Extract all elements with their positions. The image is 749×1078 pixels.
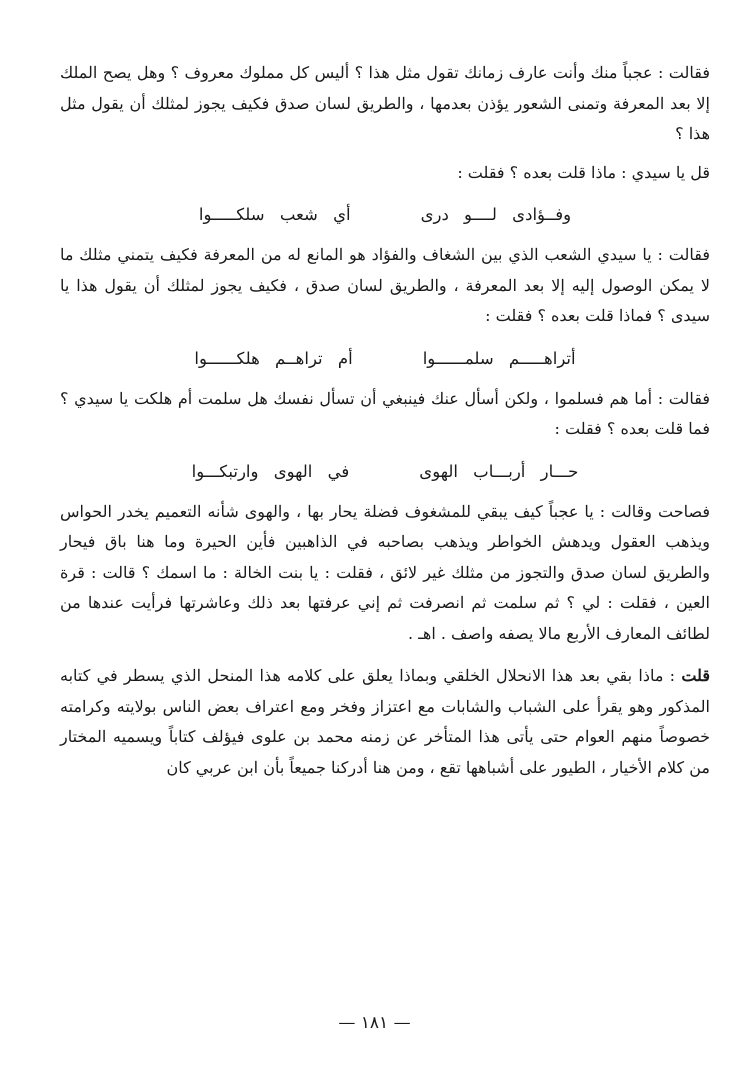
verse-3-right-hemistich: حـــار أربـــاب الهوى [419,461,579,481]
verse-1 [60,200,710,230]
page-body [60,58,710,783]
paragraph-6 [60,661,710,783]
page-number: — ١٨١ — [338,1013,411,1033]
paragraph-2: قل يا سيدي : ماذا قلت بعده ؟ فقلت : [457,162,710,182]
verse-2 [60,344,710,374]
verse-1-right-hemistich: وفــؤادى لــــو درى [420,205,572,224]
paragraph-1: فقالت : عجباً منك وأنت عارف زمانك تقول مثل هذا ؟ أليس كل مملوك معروف ؟ وهل يصح الملك إلا بعد المعرفة وتمنى الشعور يؤذن بعدمها ، والطريق لسان صدق فكيف يجوز لمثلك أن يقول مثل هذا ؟ [60,63,710,143]
verse-2-left-hemistich: أم تراهــم هلكــــــوا [194,348,353,368]
paragraph-4: فقالت : أما هم فسلموا ، ولكن أسأل عنك فينبغي أن تسأل نفسك هل سلمت أم هلكت يا سيدي ؟ فما قلت بعده ؟ فقلت : [60,388,710,438]
paragraph-5: فصاحت وقالت : يا عجباً كيف يبقي للمشغوف فضلة يحار بها ، والهوى شأنه التعميم يخدر الحواس ويذهب العقول ويدهش الخواطر ويذهب بصاحبه في الذاهبين فأين الحيرة وما هنا باق فيحار والطريق لسان صدق والتجوز من مثلك غير لائق ، فقلت : يا بنت الخالة : ما اسمك ؟ قالت : قرة العين ، فقلت : لي ؟ ثم سلمت ثم انصرفت ثم إني عرفتها بعد ذلك وعاشرتها فرأيت عندها من لطائف المعارف الأربع مالا يصفه واصف . اهـ . [60,501,710,643]
paragraph-3: فقالت : يا سيدي الشعب الذي بين الشغاف والفؤاد هو المانع له من المعرفة فكيف يتمني مثلك ما لا يمكن الوصول إليه إلا بعد المعرفة ، والطريق لسان صدق ، فكيف يجوز لمثلك أن يقول هذا يا سيدى ؟ فماذا قلت بعده ؟ فقلت : [60,245,710,325]
paragraph-6-lead: قلت [681,666,710,685]
verse-3 [60,457,710,487]
verse-1-left-hemistich: أي شعب سلكـــــوا [198,205,351,224]
verse-2-right-hemistich: أتراهـــــم سلمــــــوا [422,348,576,368]
paragraph-6-text: : ماذا بقي بعد هذا الانحلال الخلقي وبماذا يعلق على كلامه هذا المنحل الذي يسطر في كتابه المذكور وهو يقرأ على الشباب والشابات مع اعتزاز وفخر ومع اعتراف بعض الناس بولايته وكرامته خصوصاً منهم العوام حتى يأتى هذا المتأخر عن زمنه محمد بن علوى فيؤلف كتاباً ويسميه المختار من كلام الأخيار ، الطيور على أشباهها تقع ، ومن هنا أدركنا جميعاً بأن ابن عربي كان [60,666,710,777]
verse-3-left-hemistich: في الهوى وارتبكـــوا [191,461,350,481]
